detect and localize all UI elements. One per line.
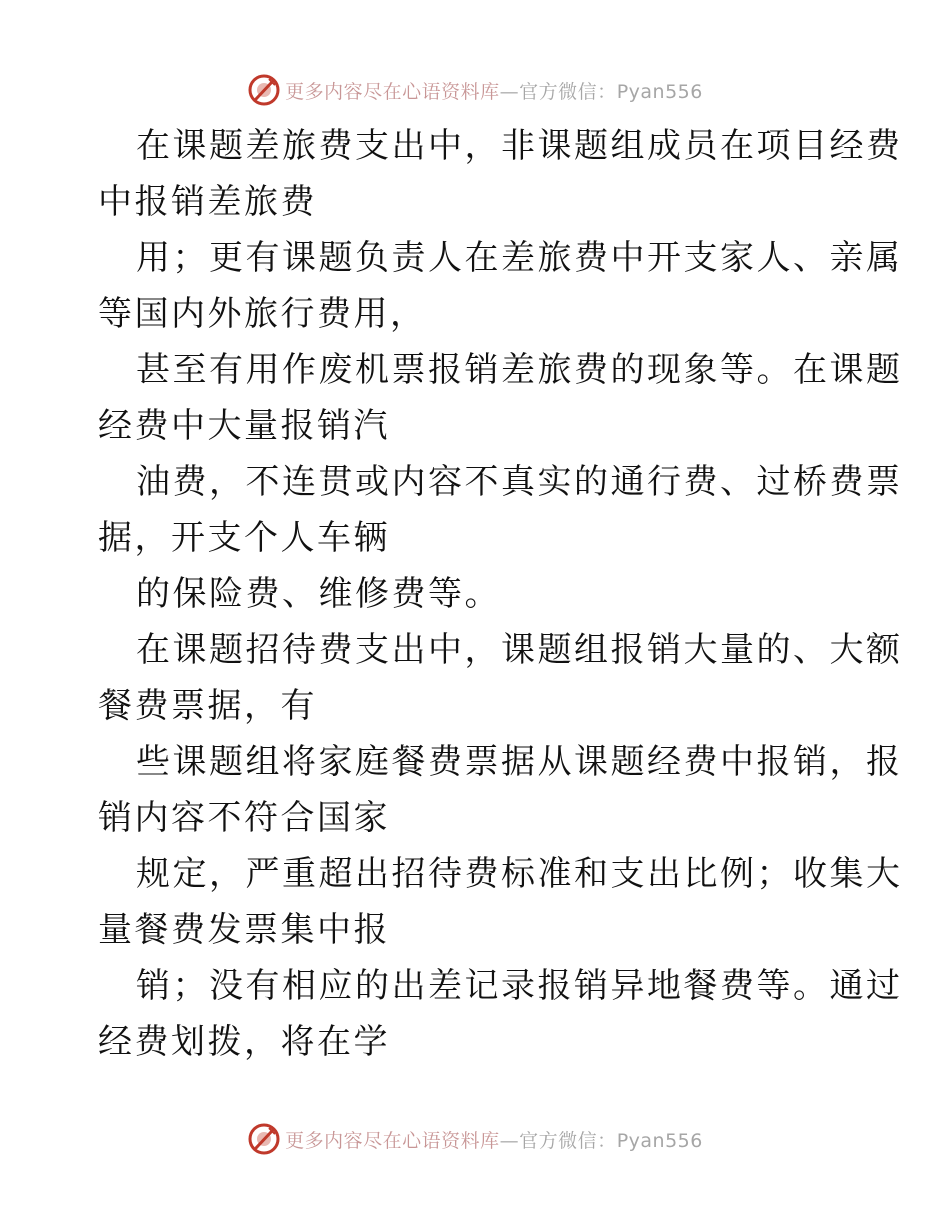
paragraph-line: 在课题差旅费支出中，非课题组成员在项目经费 [136,126,903,166]
paragraph [98,622,903,734]
footer-banner [0,1122,950,1156]
logo-icon [247,1122,281,1156]
paragraph-line: 经费划拨，将在学 [98,1022,390,1062]
banner-main-text: 更多内容尽在心语资料库 [285,80,500,103]
paragraph-line: 在课题招待费支出中，课题组报销大量的、大额 [136,630,903,670]
banner-main-text: 更多内容尽在心语资料库 [285,1129,500,1152]
header-banner [0,73,950,107]
paragraph-line: 等国内外旅行费用， [98,294,427,334]
paragraph [98,734,903,846]
paragraph [98,566,858,622]
paragraph [98,454,903,566]
banner-dash: — [499,1129,520,1152]
paragraph-line: 据，开支个人车辆 [98,518,390,558]
banner-dash: — [499,80,520,103]
paragraph [98,118,903,230]
paragraph-line: 甚至有用作废机票报销差旅费的现象等。在课题 [136,350,903,390]
paragraph-line: 些课题组将家庭餐费票据从课题经费中报销，报 [136,742,903,782]
banner-text [285,1126,703,1153]
banner-wechat-label: 官方微信： [519,80,617,103]
banner-wechat-id: Pyan556 [616,80,703,103]
paragraph-line: 经费中大量报销汽 [98,406,390,446]
paragraph-line: 用；更有课题负责人在差旅费中开支家人、亲属 [136,238,903,278]
paragraph [98,846,903,958]
paragraph-line: 的保险费、维修费等。 [136,574,501,614]
paragraph-line: 油费，不连贯或内容不真实的通行费、过桥费票 [136,462,903,502]
paragraph-line: 规定，严重超出招待费标准和支出比例；收集大 [136,854,903,894]
paragraph-line: 量餐费发票集中报 [98,910,390,950]
banner-wechat-id: Pyan556 [616,1129,703,1152]
paragraph-line: 销内容不符合国家 [98,798,390,838]
paragraph-line: 销；没有相应的出差记录报销异地餐费等。通过 [136,966,903,1006]
paragraph [98,230,903,342]
paragraph-line: 中报销差旅费 [98,182,317,222]
paragraph-line: 餐费票据，有 [98,686,317,726]
logo-icon [247,73,281,107]
paragraph [98,342,903,454]
banner-wechat-label: 官方微信： [519,1129,617,1152]
banner-text [285,77,703,104]
paragraph [98,958,903,1070]
document-body [98,118,903,1070]
